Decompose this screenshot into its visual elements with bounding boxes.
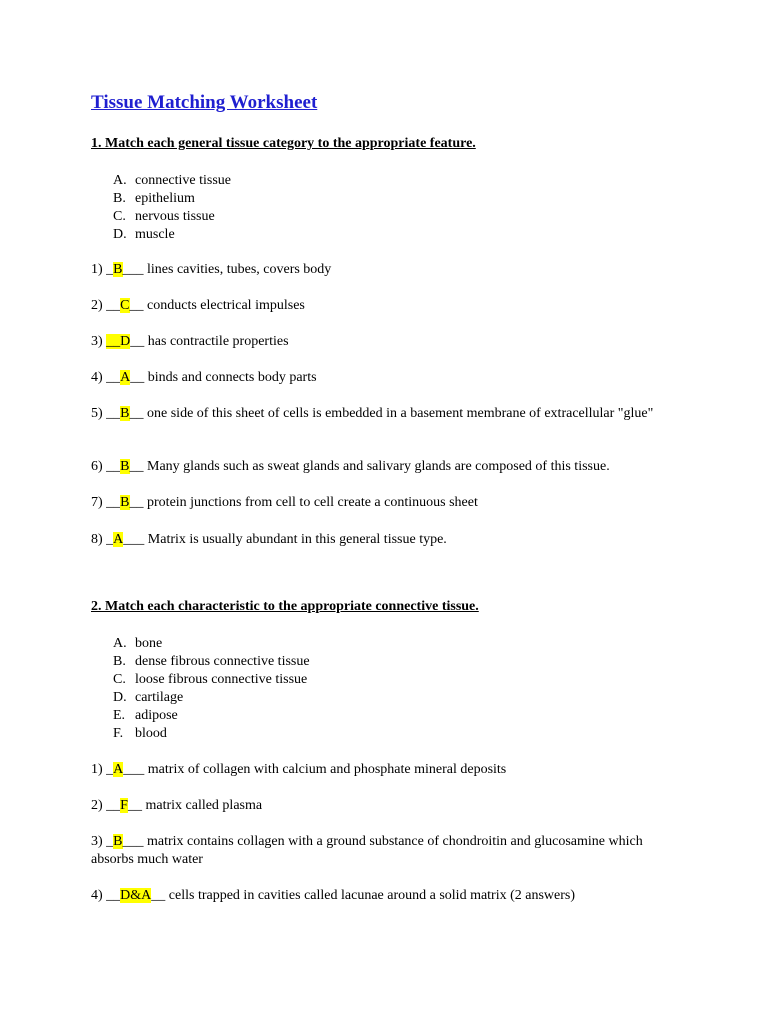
option-item: B. dense fibrous connective tissue: [113, 654, 310, 669]
answer-highlight: B: [120, 495, 130, 510]
question-item: 3) _B___ matrix contains collagen with a ground substance of chondroitin and glucosamine which absorbs much water: [91, 834, 643, 867]
question-item: 5) __B__ one side of this sheet of cells is embedded in a basement membrane of extracellular "glue": [91, 406, 654, 421]
option-item: F. blood: [113, 726, 167, 741]
answer-highlight: C: [120, 298, 130, 313]
option-item: E. adipose: [113, 708, 178, 723]
worksheet-title: Tissue Matching Worksheet: [91, 92, 318, 113]
answer-highlight: A: [113, 532, 124, 547]
question-item: 3) __D__ has contractile properties: [91, 334, 289, 349]
option-item: A. bone: [113, 636, 163, 651]
option-item: B. epithelium: [113, 191, 195, 206]
option-item: D. cartilage: [113, 690, 184, 705]
question-item: 4) __D&A__ cells trapped in cavities called lacunae around a solid matrix (2 answers): [91, 888, 576, 903]
answer-highlight: __D: [106, 334, 131, 349]
answer-highlight: B: [113, 834, 123, 849]
section-1-heading: 1. Match each general tissue category to the appropriate feature.: [91, 136, 476, 151]
question-item: 2) __C__ conducts electrical impulses: [91, 298, 305, 313]
question-item: 1) _A___ matrix of collagen with calcium and phosphate mineral deposits: [91, 762, 507, 777]
answer-highlight: B: [120, 459, 130, 474]
question-item: 4) __A__ binds and connects body parts: [91, 370, 317, 385]
answer-highlight: A: [113, 762, 124, 777]
section-2-options: [113, 635, 310, 743]
answer-highlight: A: [120, 370, 131, 385]
option-item: C. nervous tissue: [113, 209, 215, 224]
answer-highlight: B: [113, 262, 123, 277]
answer-highlight: F: [120, 798, 128, 813]
section-2-heading: 2. Match each characteristic to the appropriate connective tissue.: [91, 599, 479, 614]
question-item: 8) _A___ Matrix is usually abundant in this general tissue type.: [91, 532, 447, 547]
question-item: 7) __B__ protein junctions from cell to cell create a continuous sheet: [91, 495, 478, 510]
option-item: D. muscle: [113, 227, 175, 242]
question-item: 6) __B__ Many glands such as sweat glands and salivary glands are composed of this tissue.: [91, 459, 610, 474]
section-1-options: [113, 172, 231, 244]
option-item: C. loose fibrous connective tissue: [113, 672, 308, 687]
answer-highlight: B: [120, 406, 130, 421]
option-item: A. connective tissue: [113, 173, 232, 188]
answer-highlight: D&A: [120, 888, 152, 903]
question-item: 1) _B___ lines cavities, tubes, covers body: [91, 262, 332, 277]
question-item: 2) __F__ matrix called plasma: [91, 798, 263, 813]
